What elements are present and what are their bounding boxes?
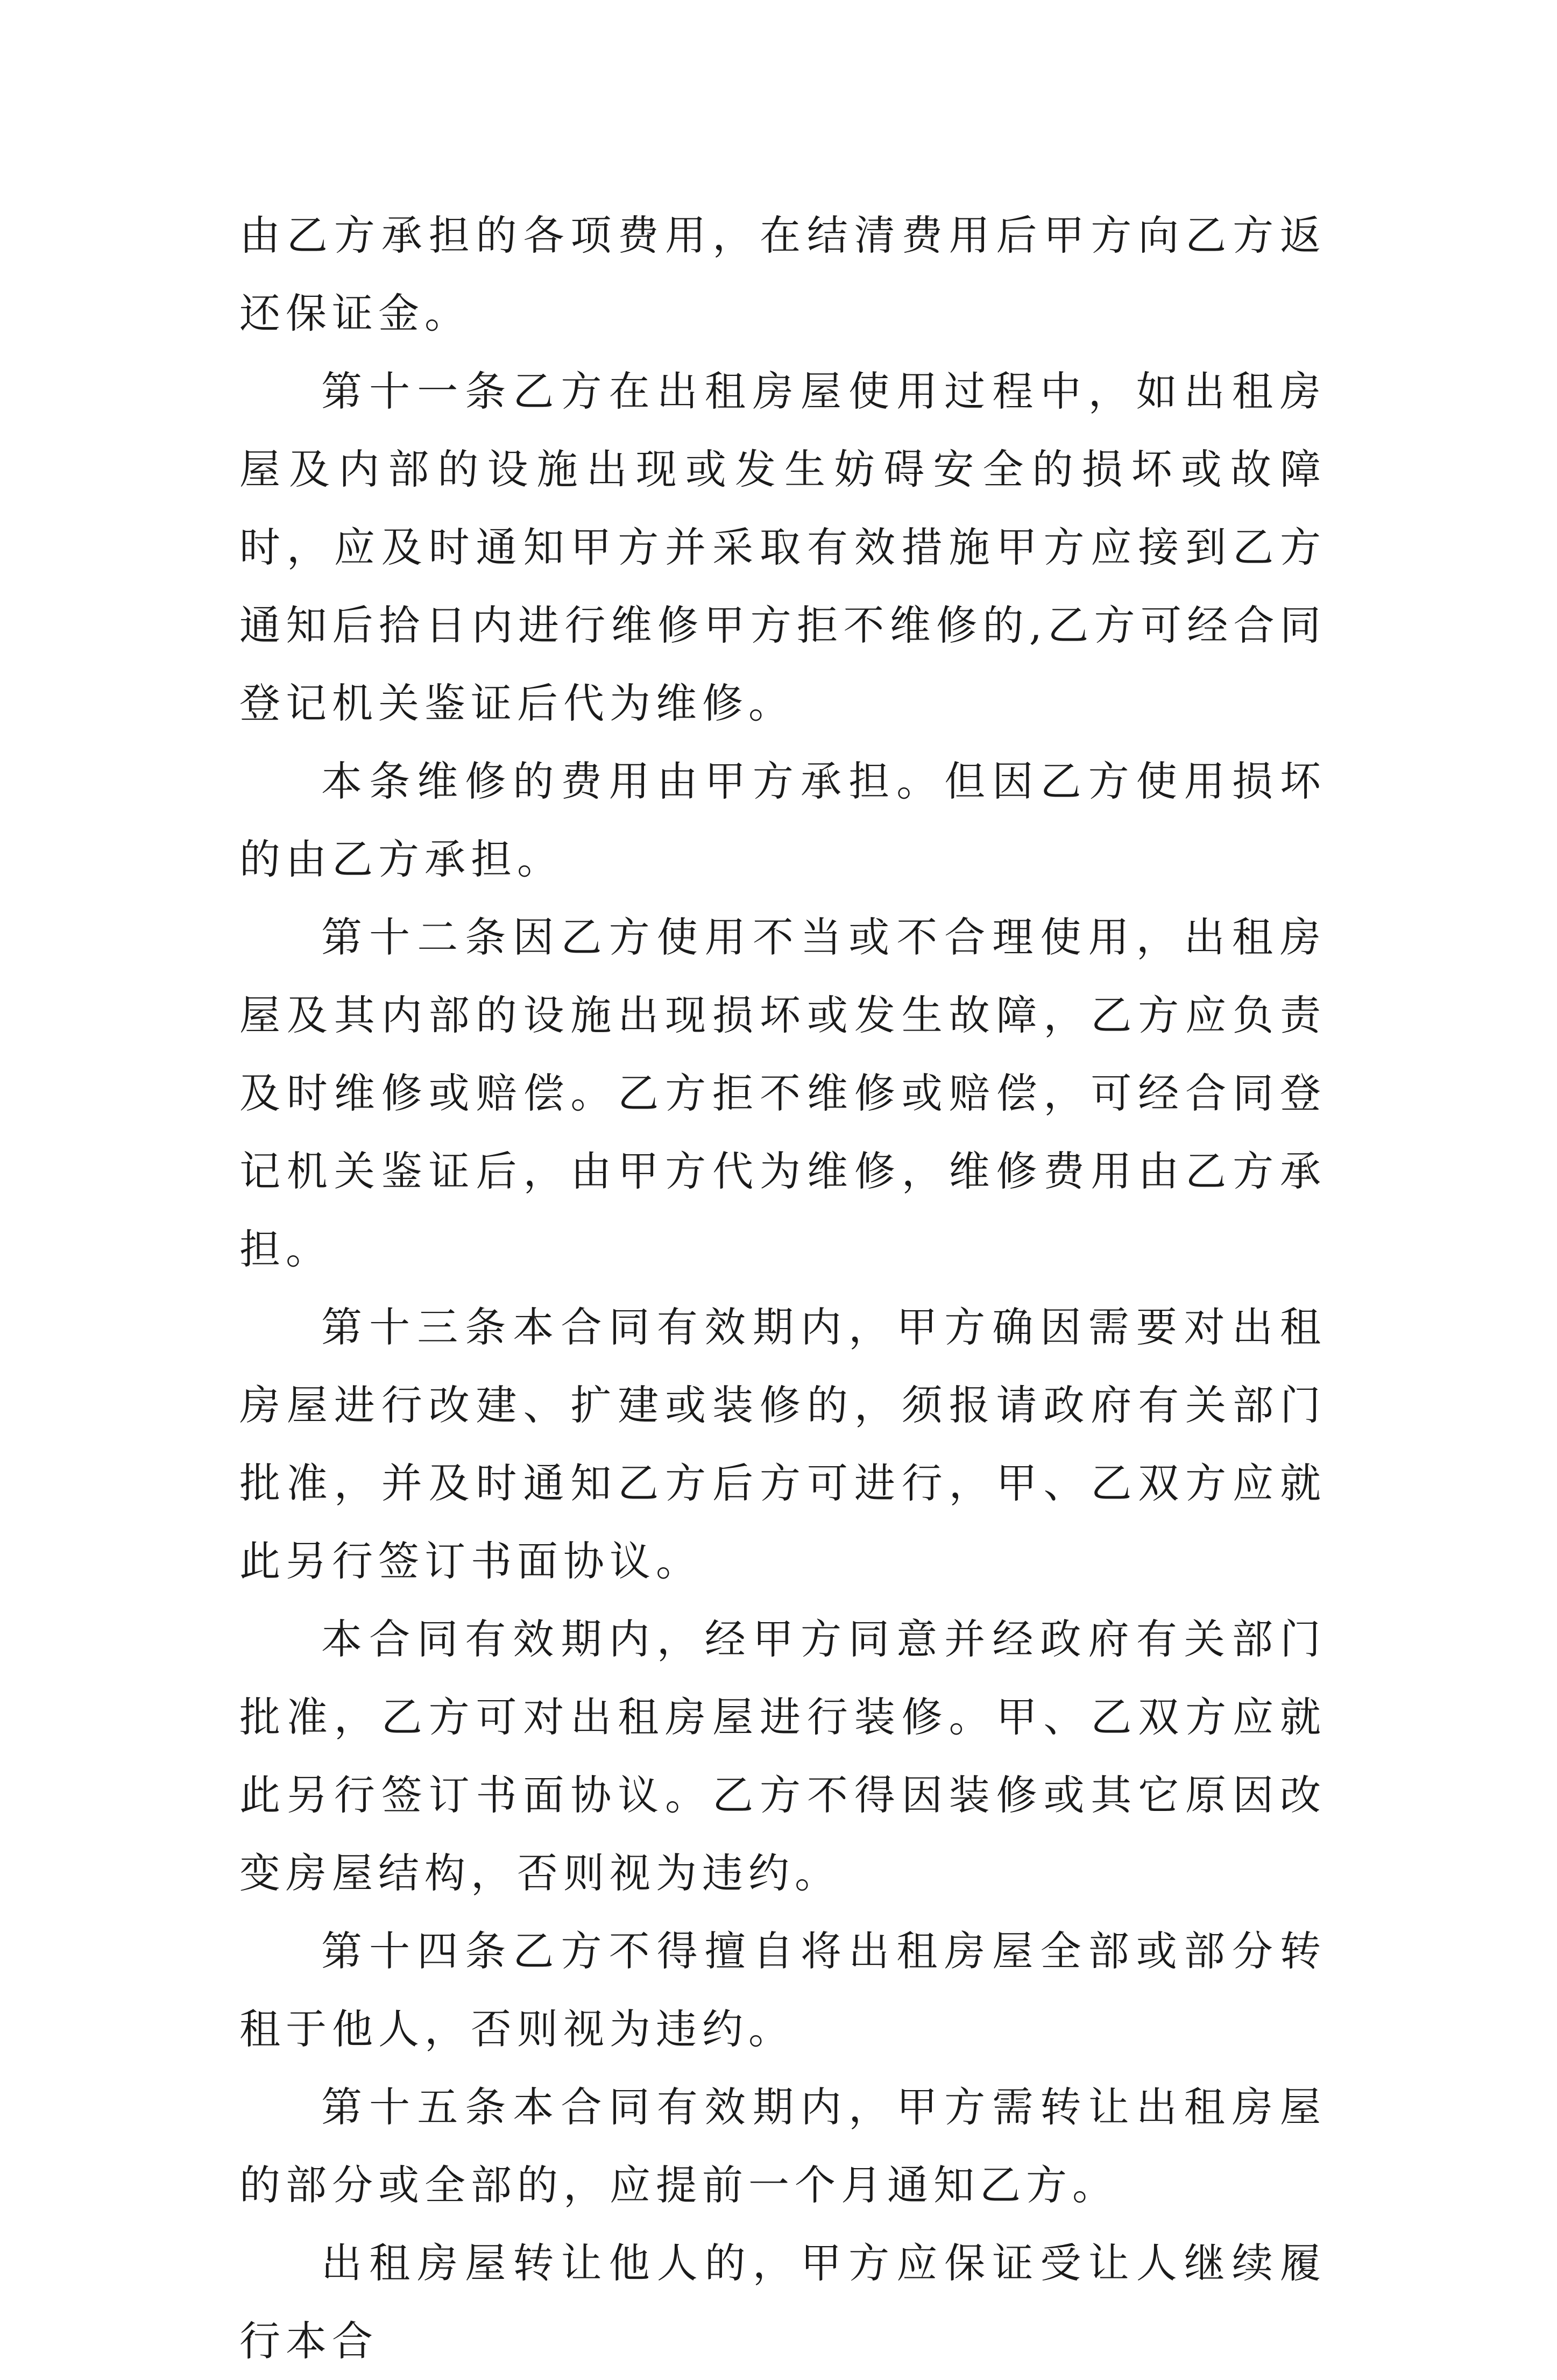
document-body	[239, 196, 1326, 2380]
paragraph-article-11: 第十一条乙方在出租房屋使用过程中，如出租房屋及内部的设施出现或发生妨碍安全的损坏或故障时，应及时通知甲方并采取有效措施甲方应接到乙方通知后拾日内进行维修甲方拒不维修的,乙方可经合同登记机关鉴证后代为维修。	[239, 367, 1326, 727]
paragraph-article-14: 第十四条乙方不得擅自将出租房屋全部或部分转租于他人，否则视为违约。	[239, 1927, 1326, 2053]
paragraph-deposit-return: 由乙方承担的各项费用，在结清费用后甲方向乙方返还保证金。	[239, 211, 1326, 337]
paragraph-article-15: 第十五条本合同有效期内，甲方需转让出租房屋的部分或全部的，应提前一个月通知乙方。	[239, 2083, 1326, 2209]
paragraph-transfer: 出租房屋转让他人的，甲方应保证受让人继续履行本合	[239, 2239, 1326, 2365]
paragraph-article-12: 第十二条因乙方使用不当或不合理使用，出租房屋及其内部的设施出现损坏或发生故障，乙方应负责及时维修或赔偿。乙方拒不维修或赔偿，可经合同登记机关鉴证后，由甲方代为维修，维修费用由乙方承担。	[239, 913, 1326, 1273]
paragraph-article-13: 第十三条本合同有效期内，甲方确因需要对出租房屋进行改建、扩建或装修的，须报请政府有关部门批准，并及时通知乙方后方可进行，甲、乙双方应就此另行签订书面协议。	[239, 1303, 1326, 1585]
paragraph-renovation: 本合同有效期内，经甲方同意并经政府有关部门批准，乙方可对出租房屋进行装修。甲、乙双方应就此另行签订书面协议。乙方不得因装修或其它原因改变房屋结构，否则视为违约。	[239, 1615, 1326, 1897]
paragraph-repair-cost: 本条维修的费用由甲方承担。但因乙方使用损坏的由乙方承担。	[239, 757, 1326, 883]
